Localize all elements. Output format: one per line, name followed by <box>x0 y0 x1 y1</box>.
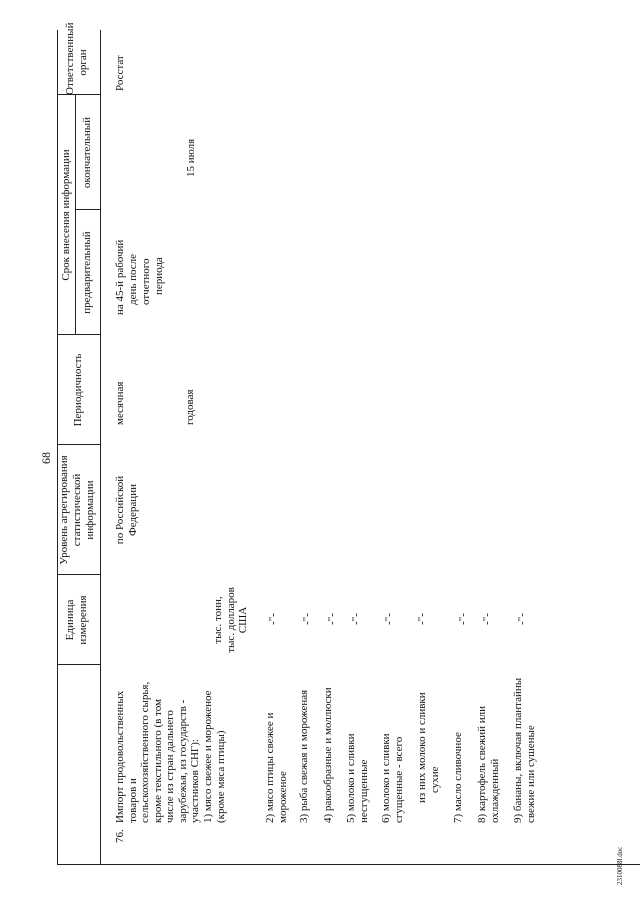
list-item-unit: -"- <box>383 613 395 625</box>
header-level: Уровень агрегирования статистической информации <box>58 455 96 565</box>
row-prelim: на 45-й рабочий день после отчетного периода <box>114 239 165 315</box>
list-item: 2) мясо птицы свежее и мороженое <box>264 712 289 823</box>
list-item-unit: -"- <box>301 613 313 625</box>
header-period: Периодичность <box>72 353 84 427</box>
header-unit: Единица измерения <box>64 595 89 645</box>
header-final: окончательный <box>81 116 93 189</box>
table-left-border <box>57 864 640 865</box>
row-final: 15 июля <box>185 138 197 177</box>
list-item-unit: -"- <box>457 613 469 625</box>
row-period-monthly: месячная <box>114 381 126 425</box>
row-unit: тыс. тонн, тыс. долларов США <box>212 587 249 653</box>
row-period-yearly: годовая <box>184 389 196 425</box>
list-item: 8) картофель свежий или охлажденный <box>476 705 501 823</box>
row-level: по Российской Федерации <box>114 475 139 545</box>
list-item-unit: -"- <box>326 613 338 625</box>
list-item-unit: -"- <box>350 613 362 625</box>
list-item-unit: -"- <box>516 613 528 625</box>
list-item: 6) молоко и сливки сгущенные - всего <box>380 733 405 823</box>
row-title: Импорт продовольственных товаров и сельскохозяйственного сырья, кроме текстильного (в том числе из стран дальнего зарубежья, из государств - участников СНГ): <box>114 681 201 823</box>
list-item: из них молоко и сливки сухие <box>416 692 441 803</box>
header-responsible: Ответственный орган <box>64 22 89 95</box>
list-item: 9) бананы, включая плантайны свежие или сушеные <box>512 677 537 823</box>
list-item: 3) рыба свежая и мороженая <box>298 689 310 823</box>
deadline-split-line <box>75 95 76 335</box>
row-responsible: Росстат <box>114 55 126 91</box>
header-deadline: Срок внесения информации <box>60 149 72 281</box>
header-bottom-border <box>100 30 101 865</box>
list-item: 7) масло сливочное <box>452 732 464 823</box>
list-item: 5) молоко и сливки несгущенные <box>345 733 370 823</box>
list-item: 1) мясо свежее и мороженое (кроме мяса птицы) <box>202 690 227 823</box>
page-number: 68 <box>39 452 53 464</box>
list-item-unit: -"- <box>267 613 279 625</box>
list-item-unit: -"- <box>481 613 493 625</box>
list-item-unit: -"- <box>416 613 428 625</box>
document-reference: 2310088l.doc <box>616 846 624 885</box>
list-item: 4) ракообразные и моллюски <box>322 687 334 823</box>
row-number: 76. <box>114 829 126 843</box>
header-prelim: предварительный <box>81 231 93 314</box>
